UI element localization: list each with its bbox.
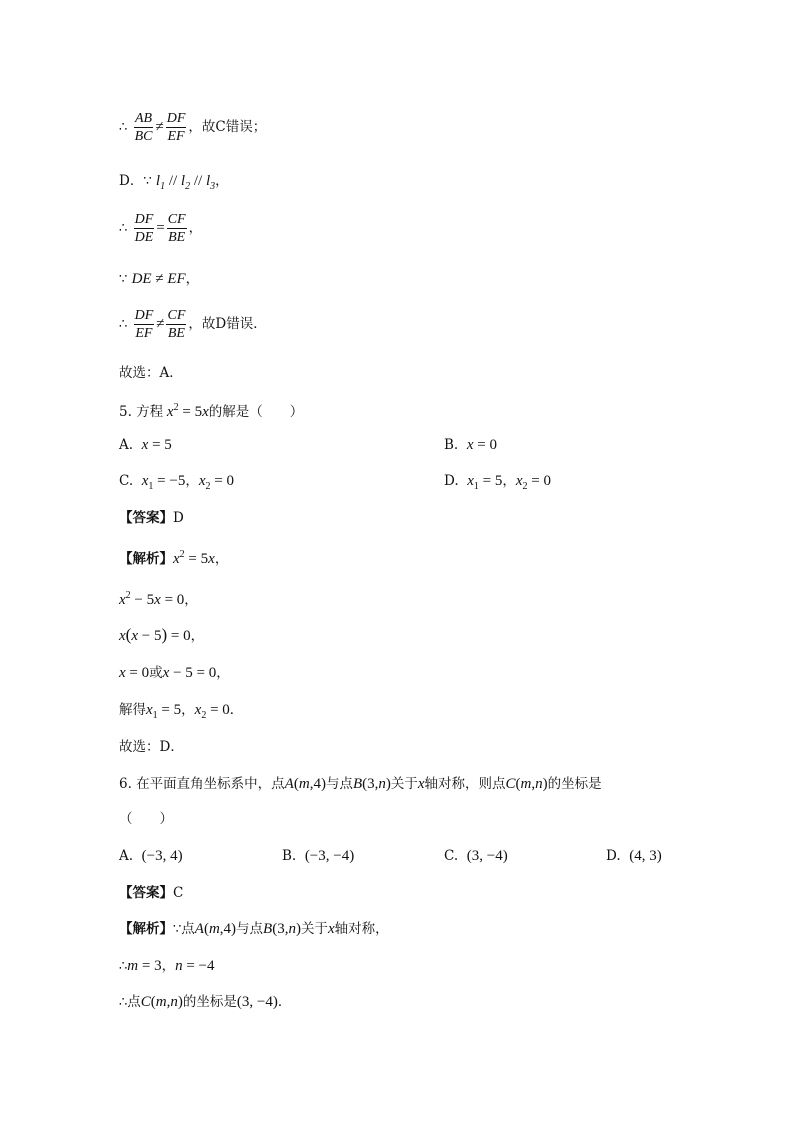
q5-option-b[interactable]: B. x = 0 — [444, 437, 497, 453]
fraction-ab-bc: $\frac{AB}{BC}$ — [134, 111, 153, 144]
q4-answer: 故选：A． — [119, 365, 183, 381]
fraction-df-de: $\frac{DF}{DE}$ — [134, 212, 154, 245]
fraction-cf-be-2: $\frac{CF}{BE}$ — [167, 308, 186, 341]
q4-line-de-neq-ef: ∵ DE ≠ EF， — [119, 271, 200, 287]
q5-solution: 解得$x_1 = 5$，$x_2 = 0$． — [119, 702, 244, 721]
q5-step-2: x(x − 5) = 0， — [119, 625, 205, 644]
q4-line-ratio-df-ef: ∴ $\frac{DF}{EF}$ ≠ $\frac{CF}{BE}$ ，故D错误． — [119, 308, 267, 341]
q4-l4-text: ， — [188, 220, 203, 236]
q6-option-a[interactable]: A. (−3, 4) — [119, 848, 183, 864]
q5-option-c[interactable]: C. $x_1 = -5$，$x_2 = 0$ — [119, 473, 234, 492]
q5-step-3: x = 0或x − 5 = 0， — [119, 665, 230, 681]
q4-l3-text: ， — [215, 173, 229, 189]
fraction-cf-be: $\frac{CF}{BE}$ — [167, 212, 186, 245]
q5-answer: 【答案】D — [119, 510, 184, 526]
therefore-symbol: ∴ — [119, 959, 128, 974]
therefore-symbol: ∴ — [119, 120, 128, 135]
q4-l5-text: ，故D错误． — [188, 316, 267, 332]
q5-analysis: 【解析】$x^2 = 5x$， — [119, 549, 229, 567]
q6-option-c[interactable]: C. (3, −4) — [444, 848, 508, 864]
because-symbol: ∵ — [173, 922, 182, 937]
q6-conclusion: ∴点C(m,n)的坐标是(3, −4)． — [119, 994, 292, 1010]
because-symbol: ∵ — [143, 174, 152, 189]
q6-stem-paren: （ ） — [119, 811, 173, 827]
therefore-symbol: ∴ — [119, 995, 128, 1010]
q5-stem: 5. 方程 $x^2 = 5x$的解是（ ） — [119, 402, 304, 420]
q6-stem: 6. 在平面直角坐标系中，点A(m,4)与点B(3,n)关于x轴对称，则点C(m,n)的坐标是 — [119, 776, 602, 792]
q4-line-ratio-df-de: ∴ $\frac{DF}{DE}$ = $\frac{CF}{BE}$ ， — [119, 212, 203, 245]
therefore-symbol: ∴ — [119, 317, 128, 332]
q5-step-1: $x^2 - 5x = 0$， — [119, 590, 198, 608]
q4-line-ratio-ab-bc: ∴ $\frac{AB}{BC}$ ≠ $\frac{DF}{EF}$ ，故C错误； — [119, 111, 267, 144]
q6-answer: 【答案】C — [119, 885, 184, 901]
fraction-df-ef: $\frac{DF}{EF}$ — [166, 111, 186, 144]
q6-step-1: ∴m = 3，n = −4 — [119, 958, 215, 974]
q4-l1-text: ，故C错误； — [188, 119, 267, 135]
q6-option-b[interactable]: B. (−3, −4) — [282, 848, 355, 864]
q5-option-a[interactable]: A. x = 5 — [119, 437, 172, 453]
fraction-df-ef-2: $\frac{DF}{EF}$ — [134, 308, 154, 341]
q5-option-d[interactable]: D. $x_1 = 5$，$x_2 = 0$ — [444, 473, 552, 492]
q4-line-parallel: D．∵ $l_1 // l_2 // l_3$， — [119, 173, 229, 192]
q5-conclusion: 故选：D． — [119, 739, 184, 755]
therefore-symbol: ∴ — [119, 221, 128, 236]
because-symbol: ∵ — [119, 272, 128, 287]
q4-option-d-label: D． — [119, 173, 144, 189]
q6-analysis: 【解析】∵点A(m,4)与点B(3,n)关于x轴对称， — [119, 921, 389, 937]
q6-option-d[interactable]: D. (4, 3) — [606, 848, 662, 864]
